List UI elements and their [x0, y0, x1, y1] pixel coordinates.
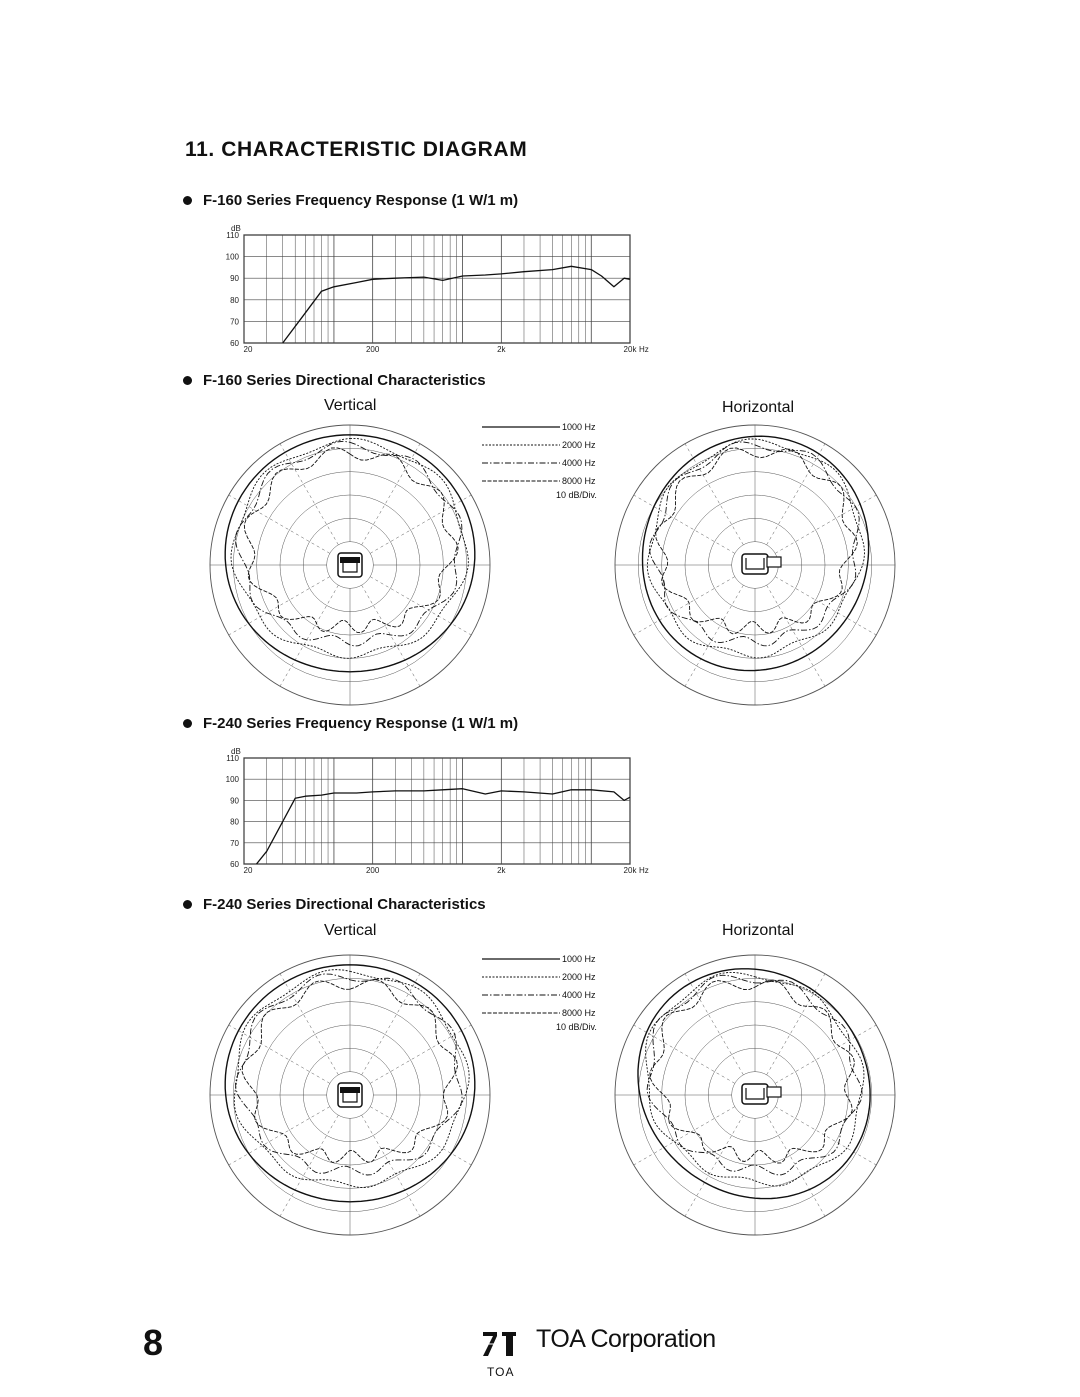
speaker-icon: [338, 553, 362, 577]
x-tick-label: 20: [243, 345, 253, 354]
polar-curve-4: [244, 448, 458, 633]
legend-scale: 10 dB/Div.: [556, 490, 597, 500]
bullet-icon: [183, 196, 192, 205]
section-title: 11. CHARACTERISTIC DIAGRAM: [185, 138, 528, 161]
polar-curve-2: [234, 970, 469, 1188]
f160-vertical-polar-diagram: [200, 415, 500, 715]
x-unit-label: Hz: [639, 345, 649, 354]
f240-vertical-label: Vertical: [324, 922, 377, 939]
f240-polar-legend: [480, 950, 620, 1032]
speaker-icon: [338, 1083, 362, 1107]
bullet-icon: [183, 900, 192, 909]
f240-directional-heading: [183, 896, 486, 913]
y-tick-label: 110: [226, 231, 239, 240]
response-curve: [257, 789, 631, 864]
y-tick-label: 60: [230, 339, 239, 348]
y-tick-label: 60: [230, 860, 239, 869]
legend-label: 4000 Hz: [562, 990, 596, 1000]
x-tick-label: 200: [365, 866, 380, 875]
legend-label: 4000 Hz: [562, 458, 596, 468]
company-name: TOA Corporation: [536, 1325, 716, 1353]
y-tick-label: 100: [225, 252, 239, 262]
f240-horizontal-label: Horizontal: [722, 922, 795, 939]
polar-curve-3: [647, 975, 862, 1175]
polar-curve-3: [649, 442, 859, 646]
x-tick-label: 2k: [497, 866, 506, 875]
speaker-icon: [742, 554, 781, 574]
x-tick-label: 20: [243, 866, 253, 875]
y-tick-label: 70: [230, 838, 239, 848]
legend-label: 8000 Hz: [562, 476, 596, 486]
f160-frequency-chart: [215, 222, 665, 357]
f160-directional-heading: [183, 372, 486, 389]
f240-frequency-title: F-240 Series Frequency Response (1 W/1 m): [203, 715, 519, 732]
f240-horizontal-polar-diagram: [605, 945, 915, 1245]
y-tick-label: 90: [230, 274, 239, 284]
f160-directional-title: F-160 Series Directional Characteristics: [203, 372, 486, 389]
legend-scale: 10 dB/Div.: [556, 1022, 597, 1032]
y-tick-label: 110: [226, 754, 239, 763]
f160-frequency-heading: [183, 192, 518, 209]
y-tick-label: 90: [230, 796, 239, 806]
x-tick-label: 20k: [623, 345, 637, 354]
page-number: 8: [143, 1322, 164, 1363]
f160-horizontal-label: Horizontal: [722, 399, 795, 416]
y-unit-label: dB: [231, 747, 241, 756]
f160-vertical-label: Vertical: [324, 397, 377, 414]
legend-label: 1000 Hz: [562, 954, 596, 964]
f240-frequency-chart: [215, 740, 665, 880]
x-unit-label: Hz: [639, 866, 649, 875]
f240-frequency-heading: [183, 715, 518, 732]
y-tick-label: 100: [225, 775, 239, 785]
legend-label: 8000 Hz: [562, 1008, 596, 1018]
polar-curve-4: [656, 448, 858, 634]
x-tick-label: 2k: [497, 345, 506, 354]
legend-label: 2000 Hz: [562, 972, 596, 982]
legend-label: 2000 Hz: [562, 440, 596, 450]
f240-vertical-polar-diagram: [200, 945, 500, 1245]
logo-text: TOA: [487, 1365, 515, 1379]
bullet-icon: [183, 719, 192, 728]
legend-label: 1000 Hz: [562, 422, 596, 432]
toa-logo-icon: [482, 1330, 518, 1358]
polar-curve-3: [236, 441, 462, 646]
plot-frame: [244, 758, 630, 864]
y-tick-label: 80: [230, 295, 239, 305]
y-unit-label: dB: [231, 224, 241, 233]
speaker-icon: [742, 1084, 781, 1104]
y-tick-label: 80: [230, 817, 239, 827]
f240-directional-title: F-240 Series Directional Characteristics: [203, 896, 486, 913]
bullet-icon: [183, 376, 192, 385]
f160-horizontal-polar-diagram: [605, 415, 915, 715]
y-tick-label: 70: [230, 317, 239, 327]
f160-polar-legend: [480, 418, 620, 500]
x-tick-label: 20k: [623, 866, 637, 875]
response-curve: [283, 266, 630, 343]
f160-frequency-title: F-160 Series Frequency Response (1 W/1 m): [203, 192, 519, 209]
plot-frame: [244, 235, 630, 343]
x-tick-label: 200: [365, 345, 380, 354]
